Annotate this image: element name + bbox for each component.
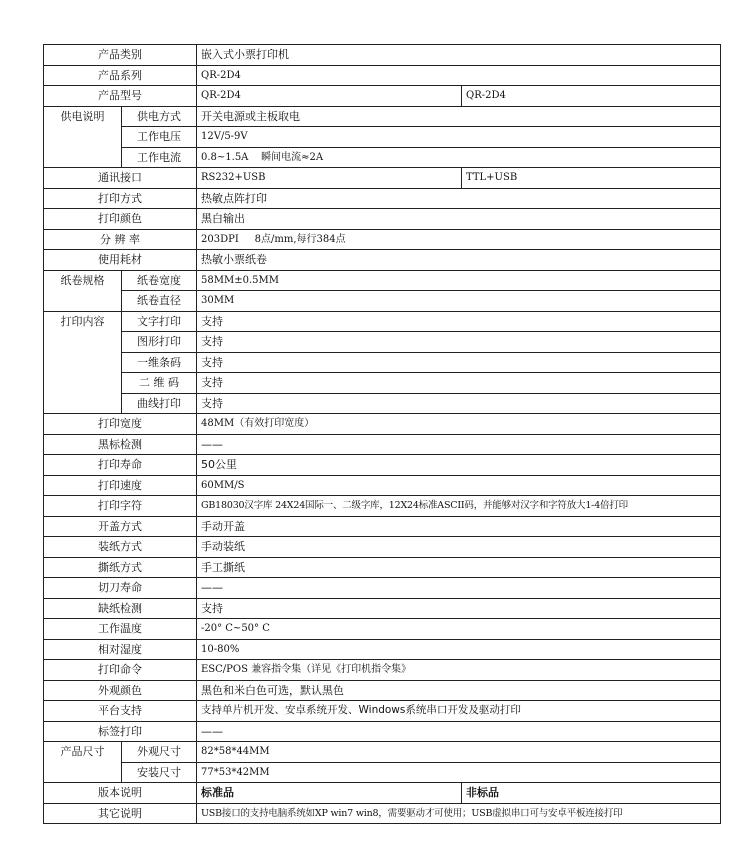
row-temperature [44, 619, 721, 640]
value-version-custom: 非标品 [462, 783, 721, 804]
value-paper-width: 58MM±0.5MM [197, 270, 721, 291]
value-content-barcode1d: 支持 [197, 352, 721, 373]
label-cover: 开盖方式 [44, 516, 197, 537]
label-charset: 打印字符 [44, 496, 197, 517]
value-cover: 手动开盖 [197, 516, 721, 537]
row-content-graphic [44, 332, 721, 353]
value-paper-out: 支持 [197, 598, 721, 619]
label-voltage: 工作电压 [122, 127, 197, 148]
value-humidity: 10-80% [197, 639, 721, 660]
label-consumable: 使用耗材 [44, 250, 197, 271]
row-other [44, 803, 721, 824]
row-content-curve [44, 393, 721, 414]
label-paper-diameter: 纸卷直径 [122, 291, 197, 312]
row-command [44, 660, 721, 681]
row-model [44, 86, 721, 107]
value-current: 0.8~1.5A 瞬间电流≈2A [197, 147, 721, 168]
value-voltage: 12V/5-9V [197, 127, 721, 148]
row-cover [44, 516, 721, 537]
label-version: 版本说明 [44, 783, 197, 804]
value-size-outer: 82*58*44MM [197, 742, 721, 763]
row-current [44, 147, 721, 168]
row-version [44, 783, 721, 804]
value-print-color: 黑白输出 [197, 209, 721, 230]
label-print-method: 打印方式 [44, 188, 197, 209]
label-temperature: 工作温度 [44, 619, 197, 640]
label-command: 打印命令 [44, 660, 197, 681]
value-model-2: QR-2D4 [462, 86, 721, 107]
group-size: 产品尺寸 [44, 742, 122, 783]
label-loading: 装纸方式 [44, 537, 197, 558]
label-label-print: 标签打印 [44, 721, 197, 742]
row-category [44, 45, 721, 66]
row-content-barcode1d [44, 352, 721, 373]
row-power-mode [44, 106, 721, 127]
row-black-mark [44, 434, 721, 455]
value-other: USB接口的支持电脑系统如XP win7 win8，需要驱动才可使用；USB虚拟串口可与安卓平板连接打印 [197, 803, 721, 824]
row-size-mount [44, 762, 721, 783]
row-appearance-color [44, 680, 721, 701]
label-category: 产品类别 [44, 45, 197, 66]
label-other: 其它说明 [44, 803, 197, 824]
label-tearing: 撕纸方式 [44, 557, 197, 578]
label-model: 产品型号 [44, 86, 197, 107]
label-content-graphic: 图形打印 [122, 332, 197, 353]
row-paper-diameter [44, 291, 721, 312]
value-series: QR-2D4 [197, 65, 721, 86]
value-content-text: 支持 [197, 311, 721, 332]
value-paper-diameter: 30MM [197, 291, 721, 312]
row-print-method [44, 188, 721, 209]
row-content-text [44, 311, 721, 332]
row-consumable [44, 250, 721, 271]
group-power: 供电说明 [44, 106, 122, 168]
value-print-method: 热敏点阵打印 [197, 188, 721, 209]
label-paper-width: 纸卷宽度 [122, 270, 197, 291]
label-resolution: 分 辨 率 [44, 229, 197, 250]
label-power-mode: 供电方式 [122, 106, 197, 127]
value-content-barcode2d: 支持 [197, 373, 721, 394]
value-version-standard: 标准品 [197, 783, 462, 804]
group-content: 打印内容 [44, 311, 122, 414]
label-cutter-life: 切刀寿命 [44, 578, 197, 599]
label-platform: 平台支持 [44, 701, 197, 722]
label-black-mark: 黑标检测 [44, 434, 197, 455]
label-content-text: 文字打印 [122, 311, 197, 332]
row-paper-out [44, 598, 721, 619]
row-platform [44, 701, 721, 722]
label-interface: 通讯接口 [44, 168, 197, 189]
row-label-print [44, 721, 721, 742]
row-print-color [44, 209, 721, 230]
value-command: ESC/POS 兼容指令集（详见《打印机指令集》 [197, 660, 721, 681]
value-power-mode: 开关电源或主板取电 [197, 106, 721, 127]
value-label-print: —— [197, 721, 721, 742]
label-current: 工作电流 [122, 147, 197, 168]
row-resolution [44, 229, 721, 250]
row-charset [44, 496, 721, 517]
label-paper-out: 缺纸检测 [44, 598, 197, 619]
row-series [44, 65, 721, 86]
value-platform: 支持单片机开发、安卓系统开发、Windows系统串口开发及驱动打印 [197, 701, 721, 722]
label-print-life: 打印寿命 [44, 455, 197, 476]
value-category: 嵌入式小票打印机 [197, 45, 721, 66]
value-appearance-color: 黑色和米白色可选，默认黑色 [197, 680, 721, 701]
row-interface [44, 168, 721, 189]
label-content-curve: 曲线打印 [122, 393, 197, 414]
value-loading: 手动装纸 [197, 537, 721, 558]
row-voltage [44, 127, 721, 148]
label-size-mount: 安装尺寸 [122, 762, 197, 783]
value-consumable: 热敏小票纸卷 [197, 250, 721, 271]
value-print-width: 48MM（有效打印宽度） [197, 414, 721, 435]
row-print-life [44, 455, 721, 476]
label-content-barcode1d: 一维条码 [122, 352, 197, 373]
value-temperature: -20° C~50° C [197, 619, 721, 640]
label-content-barcode2d: 二 维 码 [122, 373, 197, 394]
value-charset: GB18030汉字库 24X24国际一、二级字库，12X24标准ASCII码，并能够对汉字和字符放大1-4倍打印 [197, 496, 721, 517]
value-interface-1: RS232+USB [197, 168, 462, 189]
label-appearance-color: 外观颜色 [44, 680, 197, 701]
value-cutter-life: —— [197, 578, 721, 599]
label-print-color: 打印颜色 [44, 209, 197, 230]
value-print-speed: 60MM/S [197, 475, 721, 496]
row-paper-width [44, 270, 721, 291]
row-humidity [44, 639, 721, 660]
value-black-mark: —— [197, 434, 721, 455]
value-interface-2: TTL+USB [462, 168, 721, 189]
value-resolution: 203DPI 8点/mm,每行384点 [197, 229, 721, 250]
value-content-graphic: 支持 [197, 332, 721, 353]
label-print-speed: 打印速度 [44, 475, 197, 496]
row-cutter-life [44, 578, 721, 599]
row-size-outer [44, 742, 721, 763]
value-size-mount: 77*53*42MM [197, 762, 721, 783]
row-print-speed [44, 475, 721, 496]
label-humidity: 相对湿度 [44, 639, 197, 660]
row-tearing [44, 557, 721, 578]
spec-table [43, 44, 721, 824]
label-series: 产品系列 [44, 65, 197, 86]
label-print-width: 打印宽度 [44, 414, 197, 435]
row-print-width [44, 414, 721, 435]
row-loading [44, 537, 721, 558]
value-print-life: 50公里 [197, 455, 721, 476]
value-tearing: 手工撕纸 [197, 557, 721, 578]
value-content-curve: 支持 [197, 393, 721, 414]
row-content-barcode2d [44, 373, 721, 394]
group-paper: 纸卷规格 [44, 270, 122, 311]
value-model-1: QR-2D4 [197, 86, 462, 107]
label-size-outer: 外观尺寸 [122, 742, 197, 763]
